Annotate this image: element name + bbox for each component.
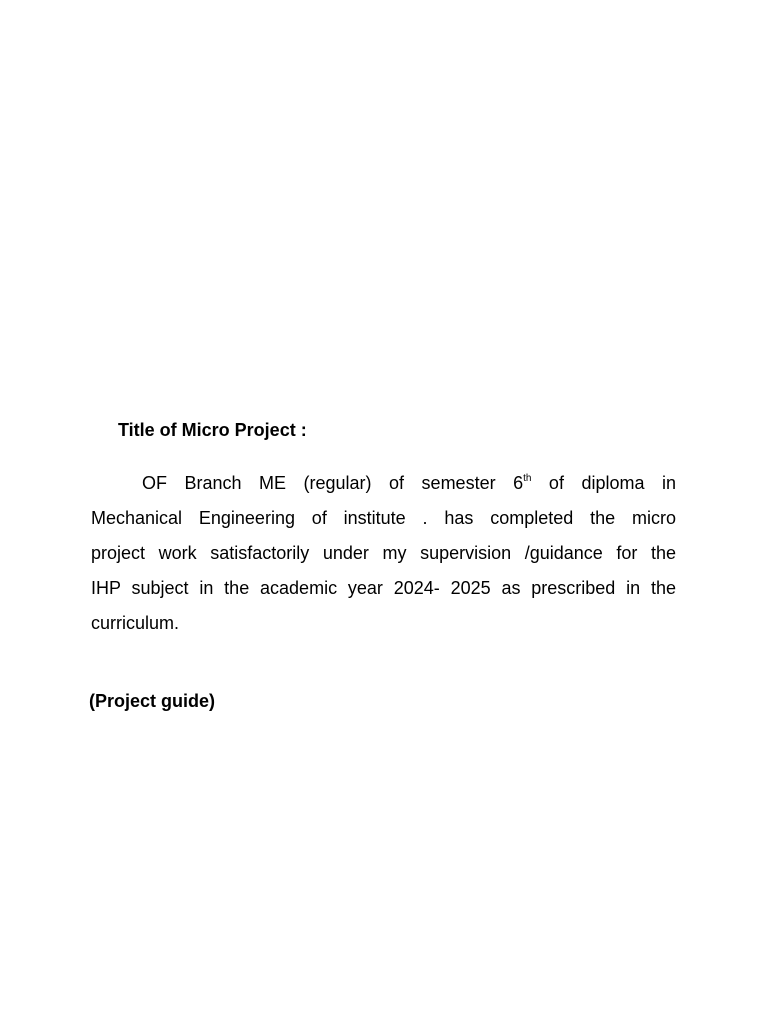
micro-project-title: Title of Micro Project : bbox=[118, 420, 307, 440]
paragraph-line: curriculum. bbox=[91, 613, 180, 633]
paragraph-line: project work satisfactorily under my supervision /guidance for the bbox=[91, 543, 676, 563]
paragraph-line bbox=[91, 466, 676, 501]
paragraph-line: Mechanical Engineering of institute . has completed the micro bbox=[91, 508, 676, 528]
ordinal-superscript: th bbox=[523, 473, 532, 484]
paragraph-text: OF Branch ME (regular) of semester 6 bbox=[142, 473, 524, 493]
paragraph-line: IHP subject in the academic year 2024- 2025 as prescribed in the bbox=[91, 578, 676, 598]
paragraph-text: of diploma in bbox=[531, 473, 676, 493]
project-guide-label: (Project guide) bbox=[89, 691, 216, 711]
certificate-paragraph bbox=[91, 466, 676, 641]
